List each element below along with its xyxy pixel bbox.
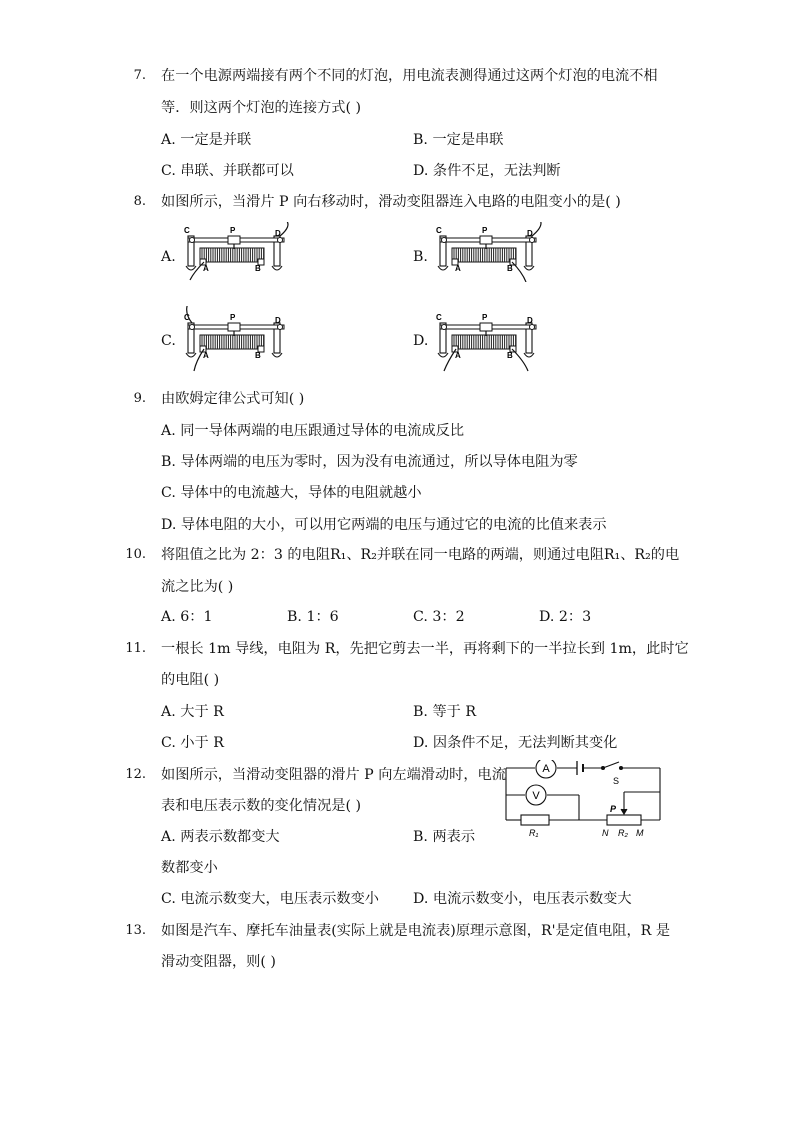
question-number: 11. [125,641,146,656]
terminal-label-p: P [230,313,236,322]
question-text: 在一个电源两端接有两个不同的灯泡，用电流表测得通过这两个灯泡的电流不相 [161,68,658,84]
terminal-label-p: P [482,313,488,322]
option-d: D. 因条件不足，无法判断其变化 [413,735,618,751]
terminal-label-d: D [527,229,533,238]
question-text: 的电阻( ) [161,672,220,688]
option-d: D. 导体电阻的大小，可以用它两端的电压与通过它的电流的比值来表示 [161,517,607,533]
option-a: A. 一定是并联 [161,132,252,148]
terminal-label-b: B [507,351,513,360]
question-text: 如图所示，当滑动变阻器的滑片 P 向左端滑动时，电流 [161,767,506,783]
option-b: B. 等于 R [413,704,477,720]
option-a: A. 大于 R [161,704,224,720]
question-text: 滑动变阻器，则( ) [161,954,276,970]
question-number: 12. [125,767,146,782]
option-c: C. 小于 R [161,735,224,751]
question-text: 一根长 1m 导线，电阻为 R，先把它剪去一半，再将剩下的一半拉长到 1m，此时它 [161,641,689,657]
terminal-label-a: A [203,351,209,360]
terminal-label-a: A [455,264,461,273]
option-b: B. 两表示 [413,829,476,845]
option-b: B. [413,249,428,265]
option-c: C. 导体中的电流越大，导体的电阻就越小 [161,485,422,501]
question-number: 9. [133,391,146,406]
terminal-label-p: P [230,226,236,235]
terminal-label-d: D [527,316,533,325]
option-d: D. 条件不足，无法判断 [413,163,561,179]
option-d: D. 2：3 [539,609,592,625]
option-b: B. 1：6 [287,609,339,625]
option-b: B. 导体两端的电压为零时，因为没有电流通过，所以导体电阻为零 [161,454,578,470]
option-a: A. 同一导体两端的电压跟通过导体的电流成反比 [161,423,465,439]
question-text: 如图所示，当滑片 P 向右移动时，滑动变阻器连入电路的电阻变小的是( ) [161,194,621,210]
rheostat-diagram-c [180,306,300,372]
option-a: A. 两表示数都变大 [161,829,280,845]
option-a: A. 6：1 [161,609,213,625]
option-c: C. [161,333,176,349]
terminal-label-b: B [255,351,261,360]
circuit-diagram [503,760,663,842]
voltmeter-label: V [532,790,540,802]
rheostat-diagram-d [432,306,552,372]
question-text: 将阻值之比为 2：3 的电阻R₁、R₂并联在同一电路的两端，则通过电阻R₁、R₂的电 [161,547,680,563]
terminal-label-c: C [184,313,190,322]
terminal-label-a: A [203,264,209,273]
m-label: M [636,828,644,838]
question-number: 7. [133,68,146,83]
question-number: 10. [125,547,146,562]
terminal-label-b: B [255,264,261,273]
question-text: 流之比为( ) [161,579,234,595]
switch-label: S [613,776,620,786]
rheostat-diagram-a [180,222,300,282]
question-number: 8. [133,194,146,209]
rheostat-diagram-b [432,222,552,282]
question-text: 由欧姆定律公式可知( ) [161,391,305,407]
ammeter-label: A [542,763,550,775]
terminal-label-a: A [455,351,461,360]
option-c: C. 3：2 [413,609,465,625]
option-b: B. 一定是串联 [413,132,504,148]
option-c: C. 电流示数变大，电压表示数变小 [161,891,379,907]
slider-label: P [610,804,617,814]
terminal-label-c: C [436,313,442,322]
option-b-continued: 数都变小 [161,860,218,876]
question-text: 如图是汽车、摩托车油量表(实际上就是电流表)原理示意图，R'是定值电阻，R 是 [161,923,671,939]
option-d: D. 电流示数变小，电压表示数变大 [413,891,632,907]
option-a: A. [161,249,176,265]
terminal-label-p: P [482,226,488,235]
question-number: 13. [125,923,146,938]
r2-label: R₂ [618,828,628,838]
question-text: 表和电压表示数的变化情况是( ) [161,798,362,814]
n-label: N [602,828,609,838]
option-c: C. 串联、并联都可以 [161,163,294,179]
question-text: 等．则这两个灯泡的连接方式( ) [161,100,362,116]
option-d: D. [413,333,429,349]
terminal-label-c: C [184,226,190,235]
terminal-label-c: C [436,226,442,235]
terminal-label-d: D [275,316,281,325]
r1-label: R₁ [529,828,539,838]
terminal-label-b: B [507,264,513,273]
terminal-label-d: D [275,229,281,238]
